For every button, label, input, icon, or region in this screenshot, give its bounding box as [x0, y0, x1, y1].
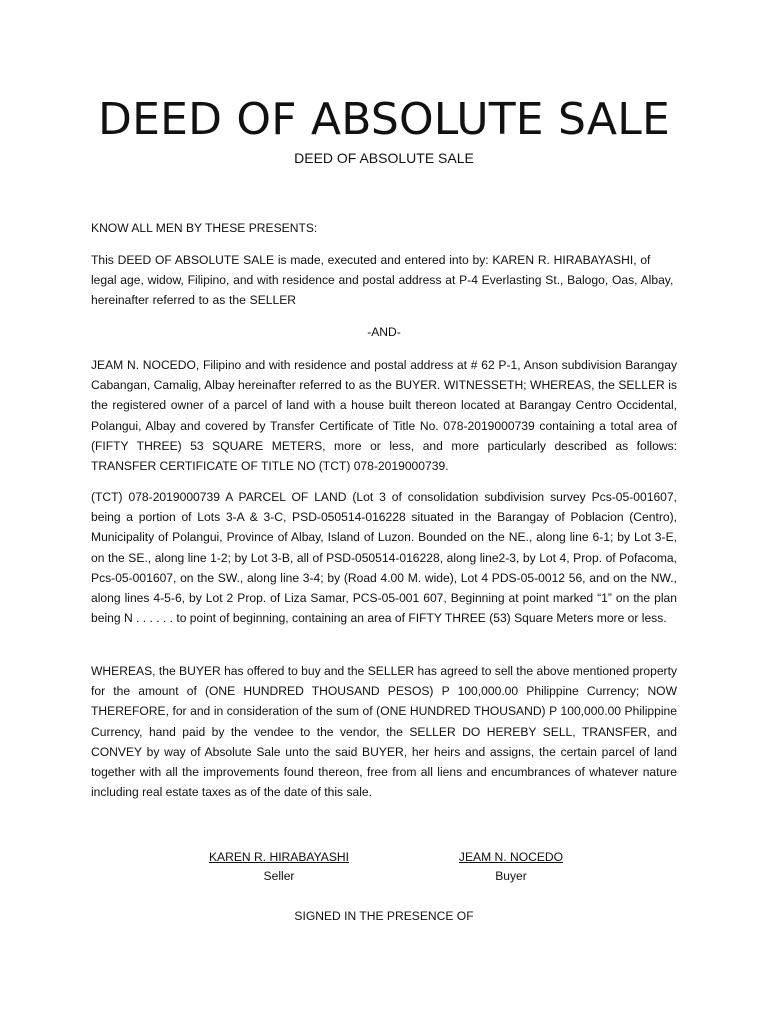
buyer-paragraph: JEAM N. NOCEDO, Filipino and with residence and postal address at # 62 P-1, Anson subdivision Barangay Cabangan, Camalig, Albay hereinafter referred to as the BUYER. WITNESSETH; WHEREAS, the SELLER is the registered owner of a parcel of land with a house built thereon located at Barangay Centro Occidental, Polangui, Albay and covered by Transfer Certificate of Title No. 078-2019000739 containing a total area of (FIFTY THREE) 53 SQUARE METERS, more or less, and more particularly described as follows: TRANSFER CERTIFICATE OF TITLE NO (TCT) 078-2019000739.	[91, 358, 677, 474]
document-title: DEED OF ABSOLUTE SALE	[98, 94, 670, 145]
seller-name: KAREN R. HIRABAYASHI	[208, 850, 349, 864]
document-subtitle: DEED OF ABSOLUTE SALE	[294, 150, 474, 166]
buyer-signature-block	[448, 848, 574, 886]
buyer-name: JEAM N. NOCEDO	[458, 850, 564, 864]
and-separator: -AND-	[367, 325, 401, 339]
buyer-role: Buyer	[495, 869, 527, 883]
intro-line: KNOW ALL MEN BY THESE PRESENTS:	[91, 221, 318, 235]
sale-paragraph: WHEREAS, the BUYER has offered to buy and the SELLER has agreed to sell the above mentioned property for the amount of (ONE HUNDRED THOUSAND PESOS) P 100,000.00 Philippine Currency; NOW THEREFORE, for and in consideration of the sum of (ONE HUNDRED THOUSAND) P 100,000.00 Philippine Currency, hand paid by the vendee to the vendor, the SELLER DO HEREBY SELL, TRANSFER, and CONVEY by way of Absolute Sale unto the said BUYER, her heirs and assigns, the certain parcel of land together with all the improvements found thereon, free from all liens and encumbrances of whatever nature including real estate taxes as of the date of this sale.	[91, 664, 677, 800]
witness-heading: SIGNED IN THE PRESENCE OF	[294, 909, 474, 923]
land-description-paragraph: (TCT) 078-2019000739 A PARCEL OF LAND (Lot 3 of consolidation subdivision survey Pcs-05-001607, being a portion of Lots 3-A & 3-C, PSD-050514-016228 situated in the Barangay of Poblacion (Centro), Municipality of Polangui, Province of Albay, Island of Luzon. Bounded on the NE., along line 6-1; by Lot 3-E, on the SE., along line 1-2; by Lot 3-B, all of PSD-050514-016228, along line2-3, by Lot 4, Prop. of Pofacoma, Pcs-05-001607, on the SW., along line 3-4; by (Road 4.00 M. wide), Lot 4 PDS-05-0012 56, and on the NW., along lines 4-5-6, by Lot 2 Prop. of Liza Samar, PCS-05-001 607, Beginning at point marked “1” on the plan being N . . . . . . to point of beginning, containing an area of FIFTY THREE (53) Square Meters more or less.	[91, 490, 677, 626]
seller-signature-block	[196, 848, 362, 886]
seller-role: Seller	[263, 869, 295, 883]
seller-paragraph: This DEED OF ABSOLUTE SALE is made, executed and entered into by: KAREN R. HIRABAYASHI, of legal age, widow, Filipino, and with residence and postal address at P-4 Everlasting St., Balogo, Oas, Albay, hereinafter referred to as the SELLER	[91, 253, 674, 308]
